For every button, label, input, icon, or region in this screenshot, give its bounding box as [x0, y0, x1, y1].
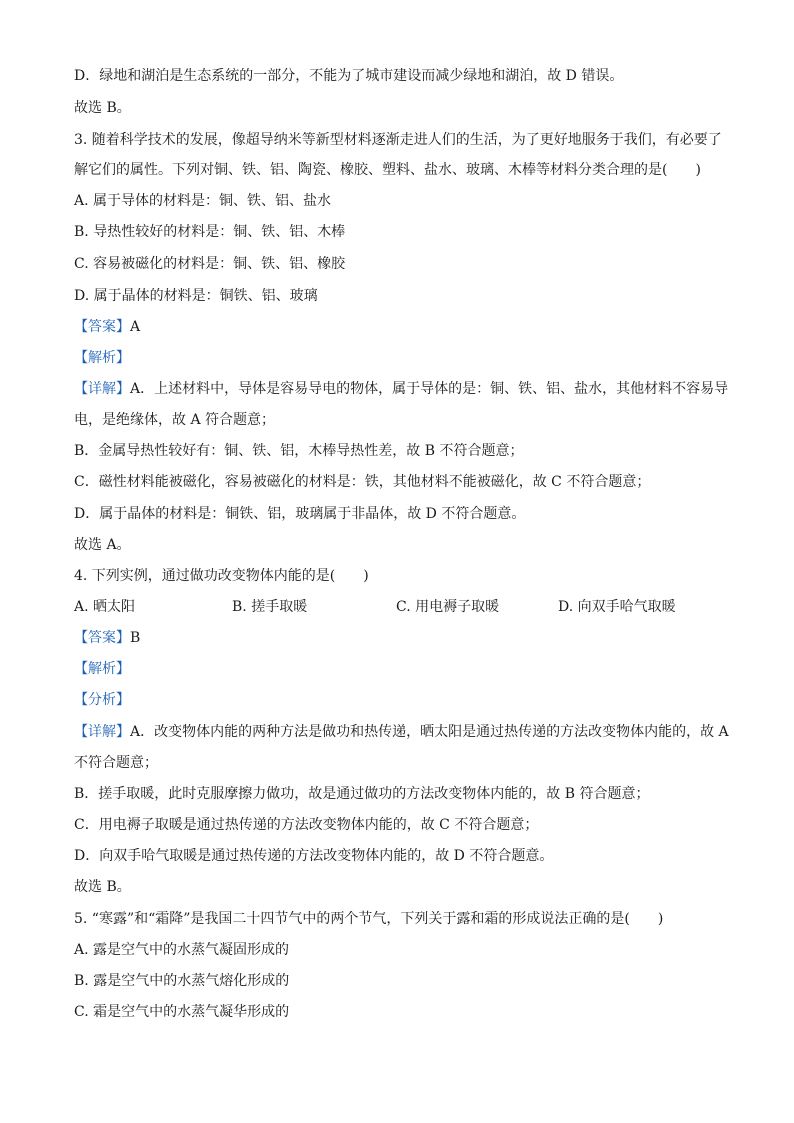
analysis-tag: 【解析】 [74, 350, 130, 366]
analysis-tag: 【解析】 [74, 661, 130, 677]
q3-detail-line1 [74, 379, 729, 399]
q4-detail-line1 [74, 722, 729, 742]
q5-option-a: A. 露是空气中的水蒸气凝固形成的 [74, 942, 290, 958]
q3-detail-b: B．金属导热性较好有：铜、铁、铝，木棒导热性差，故 B 不符合题意； [74, 443, 524, 459]
q4-option-d: D. 向双手哈气取暖 [558, 599, 676, 615]
detail-text: A．上述材料中，导体是容易导电的物体，属于导体的是：铜、铁、铝、盐水，其他材料不容易导 [130, 381, 729, 397]
q4-detail-c: C．用电褥子取暖是通过热传递的方法改变物体内能的，故 C 不符合题意； [74, 817, 539, 833]
q4-option-a: A. 晒太阳 [74, 599, 136, 615]
q5-stem: 5. “寒露”和“霜降”是我国二十四节气中的两个节气，下列关于露和霜的形成说法正确的是( ) [74, 911, 664, 927]
q3-option-a: A. 属于导体的材料是：铜、铁、铝、盐水 [74, 193, 332, 209]
q4-answer [74, 628, 724, 648]
detail-tag: 【详解】 [74, 724, 130, 740]
q3-option-b: B. 导热性较好的材料是：铜、铁、铝、木棒 [74, 224, 346, 240]
q3-detail-line2: 电，是绝缘体，故 A 符合题意； [74, 412, 276, 428]
q4-detail-line2: 不符合题意； [74, 755, 158, 771]
analyze-tag: 【分析】 [74, 692, 130, 708]
q4-analyze-heading [74, 690, 724, 710]
q3-answer-choice: 故选 A。 [74, 537, 131, 553]
q4-option-c: C. 用电褥子取暖 [396, 599, 500, 615]
q4-detail-d: D．向双手哈气取暖是通过热传递的方法改变物体内能的，故 D 不符合题意。 [74, 848, 554, 864]
q3-answer [74, 317, 724, 337]
q3-detail-d: D．属于晶体的材料是：铜铁、铝，玻璃属于非晶体，故 D 不符合题意。 [74, 506, 526, 522]
detail-tag: 【详解】 [74, 381, 130, 397]
q3-analysis-heading [74, 348, 724, 368]
q3-detail-c: C．磁性材料能被磁化，容易被磁化的材料是：铁，其他材料不能被磁化，故 C 不符合题意； [74, 474, 651, 490]
q4-analysis-heading [74, 659, 724, 679]
q4-detail-b: B．搓手取暖，此时克服摩擦力做功，故是通过做功的方法改变物体内能的，故 B 符合题意； [74, 786, 650, 802]
answer-value: A [130, 319, 141, 335]
answer-value: B [130, 630, 141, 646]
q4-answer-choice: 故选 B。 [74, 879, 131, 895]
q4-stem: 4. 下列实例，通过做功改变物体内能的是( ) [74, 568, 369, 584]
q2-answer-choice: 故选 B。 [74, 100, 131, 116]
q5-option-b: B. 露是空气中的水蒸气熔化形成的 [74, 973, 290, 989]
q4-option-b: B. 搓手取暖 [232, 599, 308, 615]
answer-tag: 【答案】 [74, 319, 130, 335]
q2-option-d-explanation: D．绿地和湖泊是生态系统的一部分，不能为了城市建设而减少绿地和湖泊，故 D 错误。 [74, 68, 624, 84]
q3-stem-line1: 3. 随着科学技术的发展，像超导纳米等新型材料逐渐走进人们的生活，为了更好地服务于我们，有必要了 [74, 132, 722, 148]
q3-option-c: C. 容易被磁化的材料是：铜、铁、铝、橡胶 [74, 256, 346, 272]
answer-tag: 【答案】 [74, 630, 130, 646]
q3-option-d: D. 属于晶体的材料是：铜铁、铝、玻璃 [74, 288, 318, 304]
detail-text: A．改变物体内能的两种方法是做功和热传递，晒太阳是通过热传递的方法改变物体内能的，故 A [130, 724, 729, 740]
q5-option-c: C. 霜是空气中的水蒸气凝华形成的 [74, 1004, 290, 1020]
q3-stem-line2: 解它们的属性。下列对铜、铁、铝、陶瓷、橡胶、塑料、盐水、玻璃、木棒等材料分类合理的是( ) [74, 162, 701, 178]
